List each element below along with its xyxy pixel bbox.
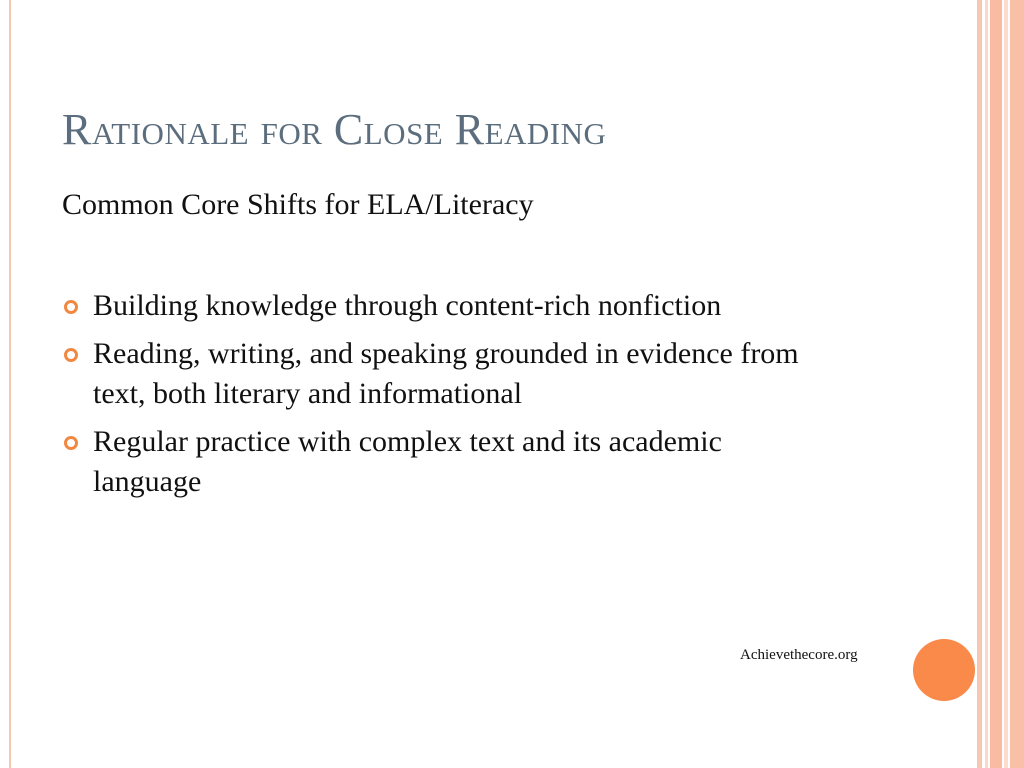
decorative-stripe: [1004, 0, 1008, 768]
bullet-item: [62, 334, 822, 414]
bullet-text: Regular practice with complex text and its academic language: [93, 425, 722, 498]
decorative-circle: [913, 639, 975, 701]
decorative-stripe: [1010, 0, 1024, 768]
bullet-item: [62, 422, 822, 502]
bullet-list: [62, 286, 822, 510]
circle-bullet-icon: [64, 348, 78, 362]
slide-subtitle: Common Core Shifts for ELA/Literacy: [62, 188, 534, 221]
circle-bullet-icon: [64, 300, 78, 314]
bullet-text: Reading, writing, and speaking grounded in evidence from text, both literary and informational: [93, 337, 799, 410]
source-credit: Achievethecore.org: [740, 647, 858, 663]
bullet-text: Building knowledge through content-rich nonfiction: [93, 289, 722, 322]
bullet-item: [62, 286, 822, 326]
decorative-stripe: [977, 0, 982, 768]
decorative-stripe: [985, 0, 988, 768]
left-frame-line: [9, 0, 11, 768]
circle-bullet-icon: [64, 436, 78, 450]
decorative-stripe: [990, 0, 1002, 768]
slide-title: Rationale for Close Reading: [62, 105, 607, 154]
